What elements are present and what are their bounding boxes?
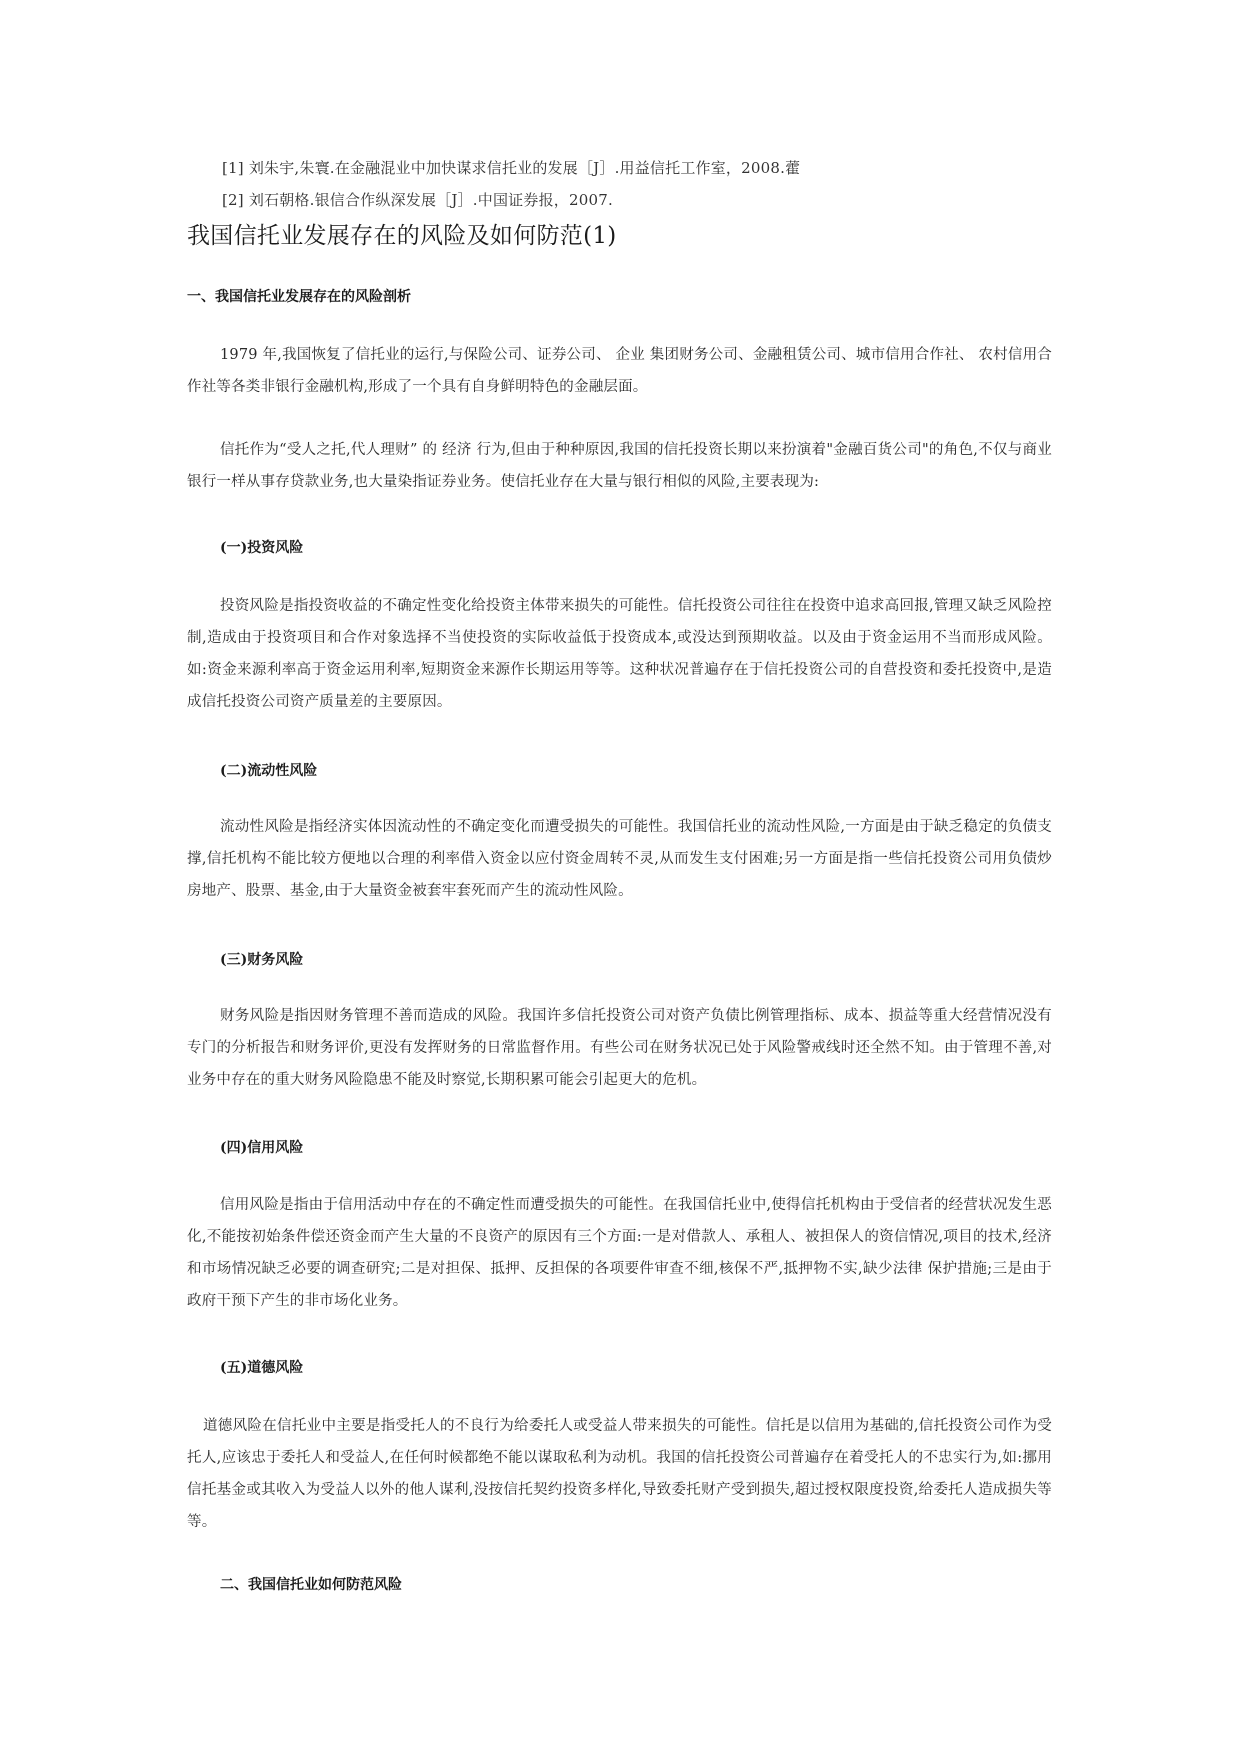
section-1-heading: 一、我国信托业发展存在的风险剖析 <box>187 289 411 305</box>
risk-paragraph-liquidity: 流动性风险是指经济实体因流动性的不确定变化而遭受损失的可能性。我国信托业的流动性风险,一方面是由于缺乏稳定的负债支撑,信托机构不能比较方便地以合理的利率借入资金以应付资金周转不灵,从而发生支付困难;另一方面是指一些信托投资公司用负债炒房地产、股票、基金,由于大量资金被套牢套死而产生的流动性风险。 <box>187 819 1052 899</box>
article-title: 我国信托业发展存在的风险及如何防范(1) <box>187 223 617 249</box>
risk-heading-investment: (一)投资风险 <box>220 540 304 556</box>
intro-paragraph-1: 1979 年,我国恢复了信托业的运行,与保险公司、证券公司、 企业 集团财务公司、金融租赁公司、城市信用合作社、 农村信用合作社等各类非银行金融机构,形成了一个具有自身鲜明特色的金融层面。 <box>187 347 1052 395</box>
risk-paragraph-investment: 投资风险是指投资收益的不确定性变化给投资主体带来损失的可能性。信托投资公司往往在投资中追求高回报,管理又缺乏风险控制,造成由于投资项目和合作对象选择不当使投资的实际收益低于投资成本,或没达到预期收益。以及由于资金运用不当而形成风险。如:资金来源利率高于资金运用利率,短期资金来源作长期运用等等。这种状况普遍存在于信托投资公司的自营投资和委托投资中,是造成信托投资公司资产质量差的主要原因。 <box>187 598 1052 710</box>
risk-paragraph-credit: 信用风险是指由于信用活动中存在的不确定性而遭受损失的可能性。在我国信托业中,使得信托机构由于受信者的经营状况发生恶化,不能按初始条件偿还资金而产生大量的不良资产的原因有三个方面:一是对借款人、承租人、被担保人的资信情况,项目的技术,经济和市场情况缺乏必要的调查研究;二是对担保、抵押、反担保的各项要件审查不细,核保不严,抵押物不实,缺少法律 保护措施;三是由于政府干预下产生的非市场化业务。 <box>187 1197 1052 1309</box>
risk-paragraph-moral: 道德风险在信托业中主要是指受托人的不良行为给委托人或受益人带来损失的可能性。信托是以信用为基础的,信托投资公司作为受托人,应该忠于委托人和受益人,在任何时候都绝不能以谋取私利为动机。我国的信托投资公司普遍存在着受托人的不忠实行为,如:挪用信托基金或其收入为受益人以外的他人谋利,没按信托契约投资多样化,导致委托财产受到损失,超过授权限度投资,给委托人造成损失等等。 <box>187 1418 1052 1530</box>
risk-heading-liquidity: (二)流动性风险 <box>220 763 318 779</box>
reference-1: [1] 刘朱宇,朱寰.在金融混业中加快谋求信托业的发展［J］.用益信托工作室，2008.藿 <box>222 159 801 177</box>
section-2-heading: 二、我国信托业如何防范风险 <box>220 1577 402 1593</box>
reference-2: [2] 刘石朝格.银信合作纵深发展［J］.中国证券报，2007. <box>222 191 613 209</box>
risk-heading-credit: (四)信用风险 <box>220 1140 304 1156</box>
intro-paragraph-2: 信托作为“受人之托,代人理财” 的 经济 行为,但由于种种原因,我国的信托投资长期以来扮演着"金融百货公司"的角色,不仅与商业银行一样从事存贷款业务,也大量染指证券业务。使信托业存在大量与银行相似的风险,主要表现为: <box>187 442 1052 490</box>
risk-heading-moral: (五)道德风险 <box>220 1360 304 1376</box>
risk-paragraph-financial: 财务风险是指因财务管理不善而造成的风险。我国许多信托投资公司对资产负债比例管理指标、成本、损益等重大经营情况没有专门的分析报告和财务评价,更没有发挥财务的日常监督作用。有些公司在财务状况已处于风险警戒线时还全然不知。由于管理不善,对业务中存在的重大财务风险隐患不能及时察觉,长期积累可能会引起更大的危机。 <box>187 1008 1052 1088</box>
risk-heading-financial: (三)财务风险 <box>220 952 304 968</box>
